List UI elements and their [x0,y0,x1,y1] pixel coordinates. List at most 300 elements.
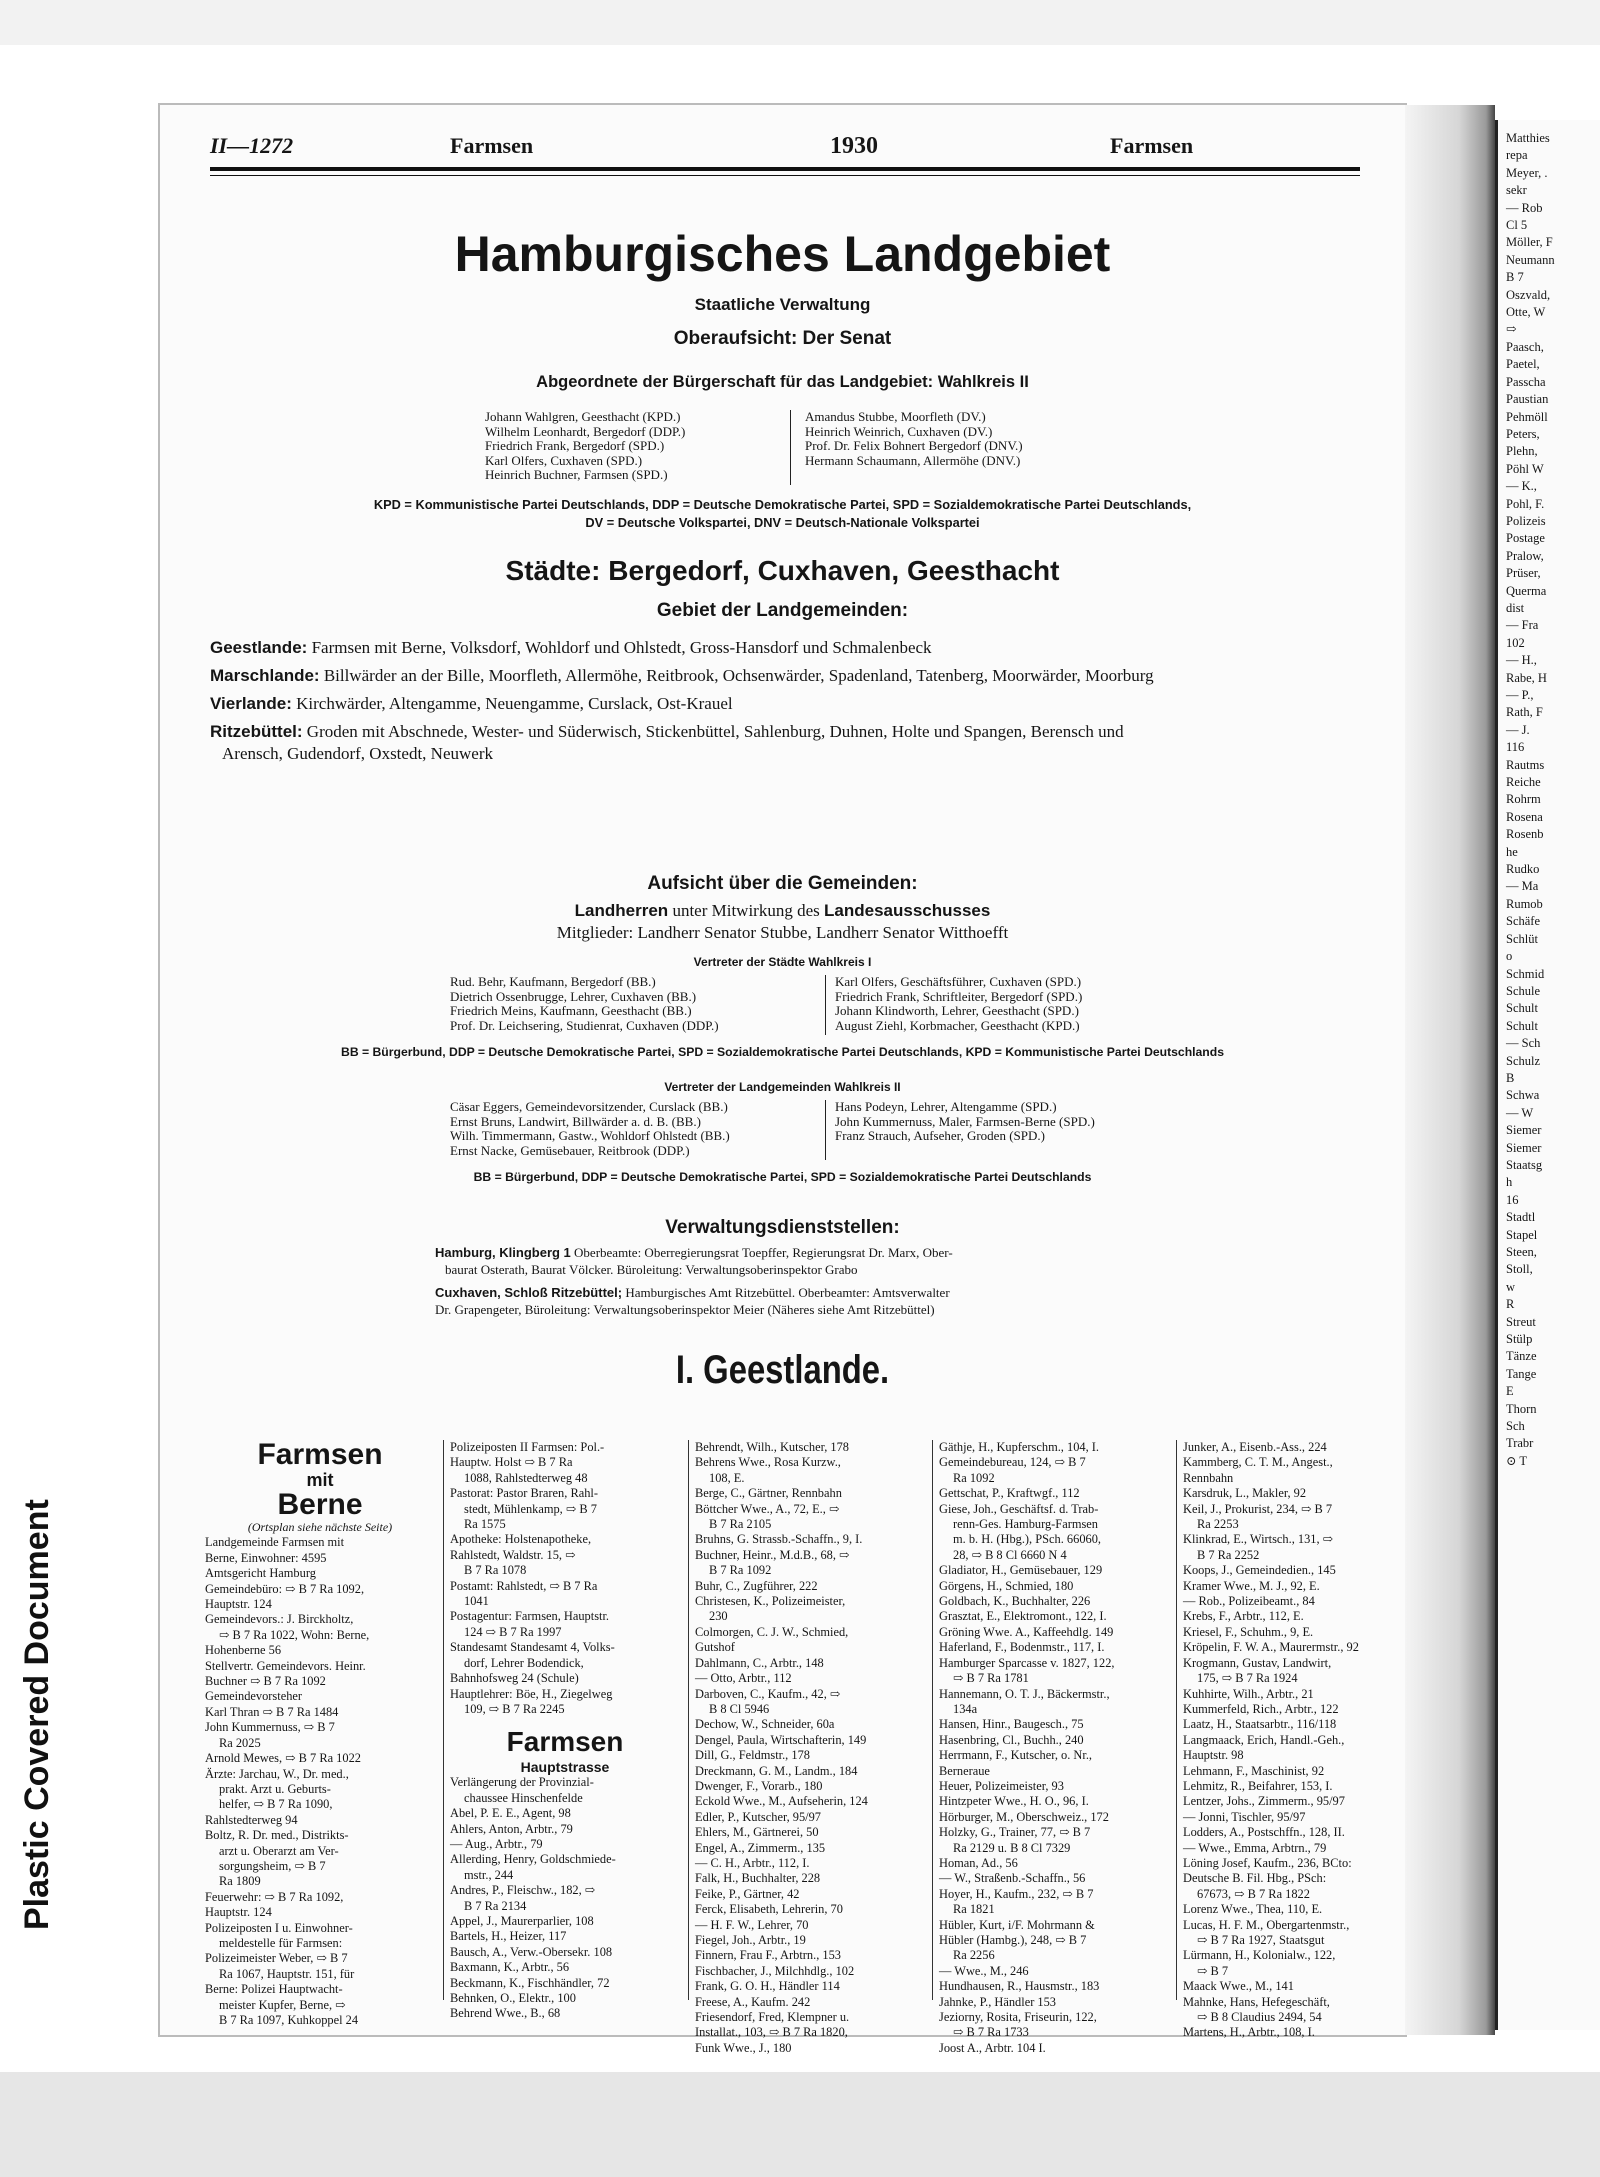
scanner-background-bottom [0,2072,1600,2177]
entry-line: Dwenger, F., Vorarb., 180 [695,1778,823,1793]
entry-line: John Kummernuss, ⇨ B 7 [205,1720,335,1735]
entry-line: Siemer [1506,1123,1542,1138]
entry-line: Hansen, Hinr., Baugesch., 75 [939,1717,1084,1732]
office-hamburg [435,1245,1335,1262]
entry-line: Stellvertr. Gemeindevors. Heinr. [205,1658,366,1673]
entry-line: o [1506,949,1513,964]
entry-line: Tange [1506,1366,1537,1381]
landesausschuss-label: Landesausschusses [824,901,991,920]
entry-line: Hasenbring, Cl., Buchh., 240 [939,1732,1084,1747]
entry-line: Fischbacher, J., Milchhdlg., 102 [695,1963,855,1978]
entry-line: B 7 Ra 1097, Kuhkoppel 24 [219,2013,359,2027]
entry-line: meldestelle für Farmsen: [219,1935,343,1950]
entry-line: Friedrich Frank, Schriftleiter, Bergedorf (SPD.) [835,988,1083,1004]
entry-line: 230 [709,1609,728,1624]
entry-line: Streut [1506,1314,1536,1329]
entry-line: Frank, G. O. H., Händler 114 [695,1979,840,1994]
entry-line: Schult [1506,1018,1538,1033]
column-rule [932,1440,933,2000]
place-name: Farmsen [506,1726,624,1758]
entry-line: Amtsgericht Hamburg [205,1566,316,1581]
entry-line: helfer, ⇨ B 7 Ra 1090, [219,1797,333,1812]
region-text: Groden mit Abschnede, Wester- und Süderwisch, Stickenbüttel, Sahlenburg, Duhnen, Holte und Spangen, Berensch und [306,722,1124,741]
entry-line: Boltz, R. Dr. med., Distrikts- [205,1828,349,1843]
entry-line: prakt. Arzt u. Geburts- [219,1781,331,1796]
entry-line: B 7 Ra 1092 [709,1563,772,1578]
entry-line: Dill, G., Feldmstr., 178 [695,1748,810,1763]
entry-line: Stoll, [1506,1262,1533,1277]
entry-line: Stülp [1506,1332,1533,1347]
entry-line: Amandus Stubbe, Moorfleth (DV.) [805,409,986,424]
entry-line: mstr., 244 [464,1867,514,1882]
region-name: Marschlande: [210,666,320,685]
entry-line: Krogmann, Gustav, Landwirt, [1183,1655,1332,1670]
entry-line: Rosena [1506,809,1543,824]
office-text: Hamburgisches Amt Ritzebüttel. Oberbeamter: Amtsverwalter [622,1285,950,1300]
document-page [160,105,1405,2055]
column-divider [825,975,826,1035]
entry-line: Mahnke, Hans, Hefegeschäft, [1183,1994,1330,2009]
entry-line: Hannemann, O. T. J., Bäckermstr., [939,1686,1110,1701]
entry-line: Ärzte: Jarchau, W., Dr. med., [205,1766,349,1781]
entry-line: stedt, Mühlenkamp, ⇨ B 7 [464,1501,597,1516]
place-subtitle: Hauptstrasse [520,1759,610,1776]
entry-line: Andres, P., Fleischw., 182, ⇨ [450,1883,596,1898]
entry-line: Dreckmann, G. M., Landm., 184 [695,1763,858,1778]
entry-line: Holzky, G., Trainer, 77, ⇨ B 7 [939,1825,1091,1840]
entry-line: Heuer, Polizeimeister, 93 [939,1778,1064,1793]
entry-line: Friedrich Meins, Kaufmann, Geesthacht (BB.) [450,1003,692,1018]
entry-line: Stapel [1506,1227,1538,1242]
entry-line: Maack Wwe., M., 141 [1183,1979,1294,1994]
entry-line: Berne, Einwohner: 4595 [205,1550,327,1565]
entry-line: Hauptstr. 124 [205,1905,272,1920]
column-divider [790,410,791,485]
column-rule [688,1440,689,2000]
entry-line: Tänze [1506,1349,1537,1364]
entry-line: Lehmitz, R., Beifahrer, 153, I. [1183,1778,1333,1793]
place-name: Farmsen [257,1438,383,1471]
entry-line: Ehlers, M., Gärtnerei, 50 [695,1825,819,1840]
entry-line: Joost A., Arbtr. 104 I. [939,2040,1046,2055]
entry-line: Hermann Schaumann, Allermöhe (DNV.) [805,452,1021,468]
entry-line: Herrmann, F., Kutscher, o. Nr., [939,1748,1093,1763]
entry-line: h [1506,1175,1513,1190]
entry-line: — C. H., Arbtr., 112, I. [695,1855,810,1870]
entry-line: Rahlstedterweg 94 [205,1812,298,1827]
entry-line: Rumob [1506,896,1543,911]
entry-line: Paetel, [1506,357,1540,372]
entry-line: Pastorat: Pastor Braren, Rahl- [450,1486,598,1501]
entry-line: Heinrich Buchner, Farmsen (SPD.) [485,467,668,482]
entry-line: Prof. Dr. Leichsering, Studienrat, Cuxhaven (DDP.) [450,1017,719,1033]
entry-line: Landgemeinde Farmsen mit [205,1535,345,1550]
entry-line: Gemeindevorsteher [205,1689,303,1704]
entry-line: Cl 5 [1506,218,1528,233]
entry-line: Hauptw. Holst ⇨ B 7 Ra [450,1455,573,1470]
entry-line: Schmid [1506,966,1545,981]
offices-heading: Verwaltungsdienststellen: [665,1217,900,1238]
entry-line: Stadtl [1506,1210,1536,1225]
region-vierlande [210,694,733,714]
entry-line: Möller, F [1506,235,1553,250]
entry-line: Finnern, Frau F., Arbtrn., 153 [695,1948,841,1963]
entry-line: dorf, Lehrer Bodendick, [464,1655,584,1670]
entry-line: ⇨ B 7 [1197,1963,1229,1978]
entry-line: Kummerfeld, Rich., Arbtr., 122 [1183,1701,1339,1716]
entry-line: Buhr, C., Zugführer, 222 [695,1578,818,1593]
deputies-heading: Abgeordnete der Bürgerschaft für das Landgebiet: Wahlkreis II [536,373,1029,391]
entry-line: Berge, C., Gärtner, Rennbahn [695,1486,842,1501]
entry-line: Buchner, Heinr., M.d.B., 68, ⇨ [695,1547,850,1562]
entry-line: Gladiator, H., Gemüsebauer, 129 [939,1563,1103,1578]
entry-line: Feuerwehr: ⇨ B 7 Ra 1092, [205,1889,344,1904]
entry-line: Allerding, Henry, Goldschmiede- [450,1852,616,1867]
cities-heading: Städte: Bergedorf, Cuxhaven, Geesthacht [505,555,1060,586]
entry-line: Behnken, O., Elektr., 100 [450,1991,576,2005]
city-reps-heading: Vertreter der Städte Wahlkreis I [693,955,872,969]
entry-line: Giese, Joh., Geschäftsf. d. Trab- [939,1501,1099,1516]
entry-line: Heinrich Weinrich, Cuxhaven (DV.) [805,423,993,439]
entry-line: Hans Podeyn, Lehrer, Altengamme (SPD.) [835,1099,1057,1114]
entry-line: Berneraue [939,1763,990,1778]
entry-line: Postamt: Rahlstedt, ⇨ B 7 Ra [450,1578,598,1593]
entry-line: 108, E. [709,1470,745,1485]
entry-line: Deutsche B. Fil. Hbg., PSch: [1183,1871,1327,1886]
entry-line: Bruhns, G. Strassb.-Schaffn., 9, I. [695,1532,863,1547]
entry-line: 67673, ⇨ B 7 Ra 1822 [1197,1886,1310,1901]
entry-line: Bahnhofsweg 24 (Schule) [450,1671,579,1686]
entry-line: Falk, H., Buchhalter, 228 [695,1871,821,1886]
entry-line: Otte, W [1506,305,1546,320]
entry-line: Dechow, W., Schneider, 60a [695,1717,835,1732]
entry-line: Behrens Wwe., Rosa Kurzw., [695,1455,841,1470]
entry-line: Friesendorf, Fred, Klempner u. [695,2010,850,2025]
entry-line: Hübler (Hambg.), 248, ⇨ B 7 [939,1933,1087,1947]
entry-line: Arnold Mewes, ⇨ B 7 Ra 1022 [205,1751,361,1766]
entry-line: Darboven, C., Kaufm., 42, ⇨ [695,1686,841,1701]
entry-line: Sch [1506,1419,1525,1434]
deputies-right [805,410,1135,468]
entry-line: Plehn, [1506,444,1538,459]
entry-line: Freese, A., Kaufm. 242 [695,1994,811,2009]
office-cuxhaven-continued: Dr. Grapengeter, Büroleitung: Verwaltungsoberinspektor Meier (Näheres siehe Amt Ritzebüttel) [435,1302,935,1317]
entry-line: B 7 Ra 1078 [464,1563,527,1578]
entry-line: Staatsg [1506,1157,1543,1172]
directory-column-4 [939,1440,1169,2056]
entry-line: Reiche [1506,775,1541,790]
entry-line: Rud. Behr, Kaufmann, Bergedorf (BB.) [450,974,656,989]
place-name: Berne [277,1488,363,1521]
entry-line: Friedrich Frank, Bergedorf (SPD.) [485,438,665,453]
entry-line: Ferck, Elisabeth, Lehrerin, 70 [695,1902,843,1917]
city-reps-left [450,975,820,1033]
entry-line: Homan, Ad., 56 [939,1855,1018,1870]
entry-line: Ra 1067, Hauptstr. 151, für [219,1966,355,1981]
entry-line: ⇨ B 7 Ra 1733 [953,2025,1029,2040]
entry-line: 28, ⇨ B 8 Cl 6660 N 4 [953,1547,1067,1562]
header-rule-thin [210,175,1360,176]
entry-line: Passcha [1506,374,1546,389]
directory-column-3 [695,1440,925,2056]
entry-line: Rath, F [1506,705,1543,720]
entry-line: Lehmann, F., Maschinist, 92 [1183,1763,1325,1778]
region-marschlande [210,666,1154,686]
city-reps-legend: BB = Bürgerbund, DDP = Deutsche Demokratische Partei, SPD = Sozialdemokratische Partei Deutschlands, KPD = Kommunistische Partei Deutschlands [341,1045,1224,1059]
entry-line: 124 ⇨ B 7 Ra 1997 [464,1624,562,1639]
entry-line: Funk Wwe., J., 180 [695,2040,792,2055]
entry-line: Dengel, Paula, Wirtschafterin, 149 [695,1732,867,1747]
office-hamburg-continued: baurat Osterath, Baurat Völcker. Büroleitung: Verwaltungsoberinspektor Grabo [445,1262,858,1277]
entry-line: Ra 1092 [953,1470,995,1485]
entry-line: — H., [1506,653,1537,668]
entry-line: ⇨ B 7 Ra 1022, Wohn: Berne, [219,1627,370,1642]
entry-line: Klinkrad, E., Wirtsch., 131, ⇨ [1183,1532,1334,1547]
entry-line: B 7 [1506,270,1524,285]
entry-line: Wilhelm Leonhardt, Bergedorf (DDP.) [485,423,686,439]
entry-line: 116 [1506,740,1525,755]
entry-line: ⇨ B 7 Ra 1927, Staatsgut [1197,1933,1325,1947]
entry-line: — Rob [1506,200,1543,215]
entry-line: 175, ⇨ B 7 Ra 1924 [1197,1671,1298,1686]
entry-line: — J. [1506,722,1530,737]
office-name: Hamburg, Klingberg 1 [435,1245,571,1260]
entry-line: Jeziorny, Rosita, Friseurin, 122, [939,2010,1097,2025]
entry-line: Johann Wahlgren, Geesthacht (KPD.) [485,409,681,424]
entry-line: Haferland, F., Bodenmstr., 117, I. [939,1640,1105,1655]
entry-line: Martens, H., Arbtr., 108, I. [1183,2025,1315,2040]
entry-line: Hohenberne 56 [205,1643,282,1658]
entry-line: Hübler, Kurt, i/F. Mohrmann & [939,1917,1095,1932]
running-head-right: Farmsen [1110,133,1194,158]
rural-reps-heading: Vertreter der Landgemeinden Wahlkreis II [664,1080,901,1094]
entry-line: Kammberg, C. T. M., Angest., [1183,1455,1333,1470]
facing-page-text [1498,130,1600,1470]
office-name: Cuxhaven, Schloß Ritzebüttel; [435,1285,623,1300]
entry-line: Böttcher Wwe., A., 72, E., ⇨ [695,1501,840,1516]
entry-line: Ra 1809 [219,1874,261,1889]
entry-line: August Ziehl, Korbmacher, Geesthacht (KPD.) [835,1017,1080,1033]
entry-line: B [1506,1070,1515,1085]
entry-line: Engel, A., Zimmerm., 135 [695,1840,826,1855]
entry-line: Lentzer, Johs., Zimmerm., 95/97 [1183,1794,1345,1809]
entry-line: Rennbahn [1183,1470,1234,1485]
entry-line: Bausch, A., Verw.-Obersekr. 108 [450,1944,613,1959]
entry-line: Krebs, F., Arbtr., 112, E. [1183,1609,1304,1624]
entry-line: 16 [1506,1192,1519,1207]
entry-line: Peters, [1506,426,1540,441]
entry-line: — Jonni, Tischler, 95/97 [1183,1809,1306,1824]
entry-line: B 7 Ra 2105 [709,1517,772,1532]
entry-line: — P., [1506,688,1534,702]
entry-line: Karl Olfers, Geschäftsführer, Cuxhaven (SPD.) [835,974,1082,989]
office-cuxhaven [435,1285,1335,1302]
entry-line: Grasztat, E., Elektromont., 122, I. [939,1609,1107,1624]
entry-line: repa [1506,148,1528,163]
entry-line: Verlängerung der Provinzial- [450,1775,594,1790]
entry-line: R [1506,1297,1515,1312]
entry-line: Hamburger Sparcasse v. 1827, 122, [939,1655,1115,1670]
place-note: (Ortsplan siehe nächste Seite) [247,1520,393,1534]
entry-line: Standesamt Standesamt 4, Volks- [450,1640,615,1655]
entry-line: B 8 Cl 5946 [709,1701,770,1716]
entry-line: Löning Josef, Kaufm., 236, BCto: [1183,1855,1352,1870]
entry-line: Ra 1575 [464,1517,506,1532]
region-name: Geestlande: [210,638,308,657]
entry-line: Pohl, F. [1506,496,1545,511]
entry-line: Langmaack, Erich, Handl.-Geh., [1183,1732,1345,1747]
entry-line: Gettschat, P., Kraftwgf., 112 [939,1486,1080,1501]
running-head-year: 1930 [830,133,878,159]
entry-line: Colmorgen, C. J. W., Schmied, [695,1624,849,1639]
entry-line: arzt u. Oberarzt am Ver- [219,1843,339,1858]
entry-line: Installat., 103, ⇨ B 7 Ra 1820, [695,2025,848,2040]
entry-line: Gäthje, H., Kupferschm., 104, I. [939,1440,1100,1454]
rural-reps-right [835,1100,1210,1144]
entry-line: Schwa [1506,1088,1540,1103]
entry-line: Lürmann, H., Kolonialw., 122, [1183,1948,1336,1963]
facing-page-edge [1495,120,1600,2030]
entry-line: Gemeindebureau, 124, ⇨ B 7 [939,1455,1086,1470]
page-number: II—1272 [210,133,294,158]
entries [695,1440,925,2056]
entry-line: Wilh. Timmermann, Gastw., Wohldorf Ohlstedt (BB.) [450,1128,730,1143]
entry-line: Hintzpeter Wwe., H. O., 96, I. [939,1794,1089,1809]
entry-line: B 7 Ra 2252 [1197,1547,1260,1562]
entry-line: Rosenb [1506,827,1544,842]
running-head-left: Farmsen [450,133,534,158]
entry-line: he [1506,844,1518,859]
entry-line: Ra 2129 u. B 8 Cl 7329 [953,1840,1071,1855]
entry-line: Edler, P., Kutscher, 95/97 [695,1809,821,1824]
entry-line: Karsdruk, L., Makler, 92 [1183,1486,1307,1501]
page-title: Hamburgisches Landgebiet [454,226,1111,282]
entry-line: Schult [1506,1001,1538,1016]
entry-line: Fiegel, Joh., Arbtr., 19 [695,1933,806,1947]
entry-line: 1041 [464,1594,489,1609]
entry-line: Ahlers, Anton, Arbtr., 79 [450,1821,573,1836]
entry-line: renn-Ges. Hamburg-Farmsen [953,1517,1098,1532]
entry-line: Ernst Bruns, Landwirt, Billwärder a. d. B. (BB.) [450,1113,701,1129]
entry-line: Kramer Wwe., M. J., 92, E. [1183,1578,1320,1593]
entry-line: Thorn [1506,1401,1537,1416]
entry-line: Neumann [1506,252,1555,267]
entry-line: ⊙ T [1506,1453,1528,1468]
entry-line: Hauptstr. 98 [1183,1748,1244,1763]
members-line: Mitglieder: Landherr Senator Stubbe, Landherr Senator Witthoefft [556,923,1009,942]
entry-line: ⇨ [1506,322,1517,337]
entry-line: Steen, [1506,1245,1537,1259]
entry-line: Kuhhirte, Wilh., Arbtr., 21 [1183,1686,1314,1701]
office-text: Oberbeamte: Oberregierungsrat Toepffer, Regierungsrat Dr. Marx, Ober- [570,1245,953,1260]
entry-line: 102 [1506,635,1525,650]
entry-line: Polizeis [1506,513,1546,528]
entry-line: Postagentur: Farmsen, Hauptstr. [450,1609,609,1624]
plastic-cover-label: Plastic Covered Document [18,1499,56,1930]
entry-line: Pehmöll [1506,409,1548,424]
entry-line: Hundhausen, R., Hausmstr., 183 [939,1979,1100,1994]
entry-line: Dietrich Ossenbrugge, Lehrer, Cuxhaven (BB.) [450,988,697,1004]
party-legend-line-1: KPD = Kommunistische Partei Deutschlands, DDP = Deutsche Demokratische Partei, SPD = Sozialdemokratische Partei Deutschlands, [373,497,1192,512]
deputies-left [485,410,785,483]
entry-line: Prof. Dr. Felix Bohnert Bergedorf (DNV.) [805,438,1023,453]
entries [939,1440,1169,2056]
entry-line: ⇨ B 7 Ra 1781 [953,1671,1029,1686]
entry-line: ⇨ B 8 Claudius 2494, 54 [1197,2010,1322,2025]
landherren-middle: unter Mitwirkung des [668,901,825,920]
entry-line: — Rob., Polizeibeamt., 84 [1183,1594,1315,1609]
entry-line: meister Kupfer, Berne, ⇨ [219,1997,346,2012]
entry-line: — Otto, Arbtr., 112 [695,1671,792,1686]
city-reps-right [835,975,1210,1033]
entry-line: Hauptlehrer: Böe, H., Ziegelweg [450,1686,613,1701]
landherren-line [160,901,1405,921]
region-text: Billwärder an der Bille, Moorfleth, Allermöhe, Reitbrook, Ochsenwärder, Spadenland, Tatenberg, Moorwärder, Moorburg [323,666,1154,685]
entry-line: — Aug., Arbtr., 79 [450,1836,543,1851]
book-gutter [1405,105,1495,2035]
subtitle-administration: Staatliche Verwaltung [694,295,871,314]
entry-line: 134a [953,1701,978,1716]
entry-line: Behrendt, Wilh., Kutscher, 178 [695,1440,849,1454]
entry-line: Christesen, K., Polizeimeister, [695,1594,846,1609]
directory-column-2 [450,1440,680,2022]
entry-line: Schulz [1506,1053,1541,1068]
entry-line: sorgungsheim, ⇨ B 7 [219,1858,326,1873]
party-legend-line-2: DV = Deutsche Volkspartei, DNV = Deutsch-Nationale Volkspartei [585,515,980,530]
entry-line: Keil, J., Prokurist, 234, ⇨ B 7 [1183,1501,1333,1516]
entry-line: dist [1506,600,1525,615]
entry-line: Kriesel, F., Schuhm., 9, E. [1183,1624,1314,1639]
entry-line: Kröpelin, F. W. A., Maurermstr., 92 [1183,1640,1359,1655]
entry-line: Postage [1506,531,1545,546]
entry-line: Gemeindebüro: ⇨ B 7 Ra 1092, [205,1581,365,1596]
supervision-heading: Aufsicht über die Gemeinden: [647,873,918,894]
entry-line: Trabr [1506,1436,1534,1451]
entry-line: Gröning Wwe. A., Kaffeehdlg. 149 [939,1624,1114,1639]
entry-line: Polizeiposten II Farmsen: Pol.- [450,1440,605,1454]
entry-line: Matthies [1506,131,1550,145]
entry-line: Rohrm [1506,792,1541,807]
entry-line: Karl Thran ⇨ B 7 Ra 1484 [205,1704,339,1719]
entry-line: Ra 1821 [953,1902,995,1917]
header-rule [210,167,1360,171]
entry-line: 109, ⇨ B 7 Ra 2245 [464,1701,565,1716]
entries [205,1535,435,2028]
entry-line: Rautms [1506,757,1545,772]
directory-column-1 [205,1440,435,2028]
entry-line: Hauptstr. 124 [205,1597,272,1612]
region-ritzebuettel-continued: Arensch, Gudendorf, Oxstedt, Neuwerk [222,744,493,763]
directory-column-5 [1183,1440,1403,2041]
entry-line: — W [1506,1105,1534,1120]
entry-line: Schäfe [1506,914,1541,929]
entry-line: Johann Klindworth, Lehrer, Geesthacht (SPD.) [835,1003,1079,1018]
entry-line: Hoyer, H., Kaufm., 232, ⇨ B 7 [939,1886,1094,1901]
entry-line: Ernst Nacke, Gemüsebauer, Reitbrook (DDP.) [450,1142,690,1158]
column-rule [443,1440,444,2000]
entry-line: Meyer, . [1506,165,1548,180]
section-title: I. Geestlande. [675,1348,890,1392]
entry-line: Schule [1506,983,1541,998]
entry-line: Junker, A., Eisenb.-Ass., 224 [1183,1440,1327,1454]
entry-line: Baxmann, K., Arbtr., 56 [450,1960,570,1975]
entry-line: — Fra [1506,618,1539,633]
entry-line: — Wwe., Emma, Arbtrn., 79 [1183,1840,1327,1855]
entry-line: chaussee Hinschenfelde [464,1790,583,1805]
entry-line: 1088, Rahlstedterweg 48 [464,1470,588,1485]
column-rule [1176,1440,1177,2000]
entry-line: Ra 2253 [1197,1517,1239,1532]
